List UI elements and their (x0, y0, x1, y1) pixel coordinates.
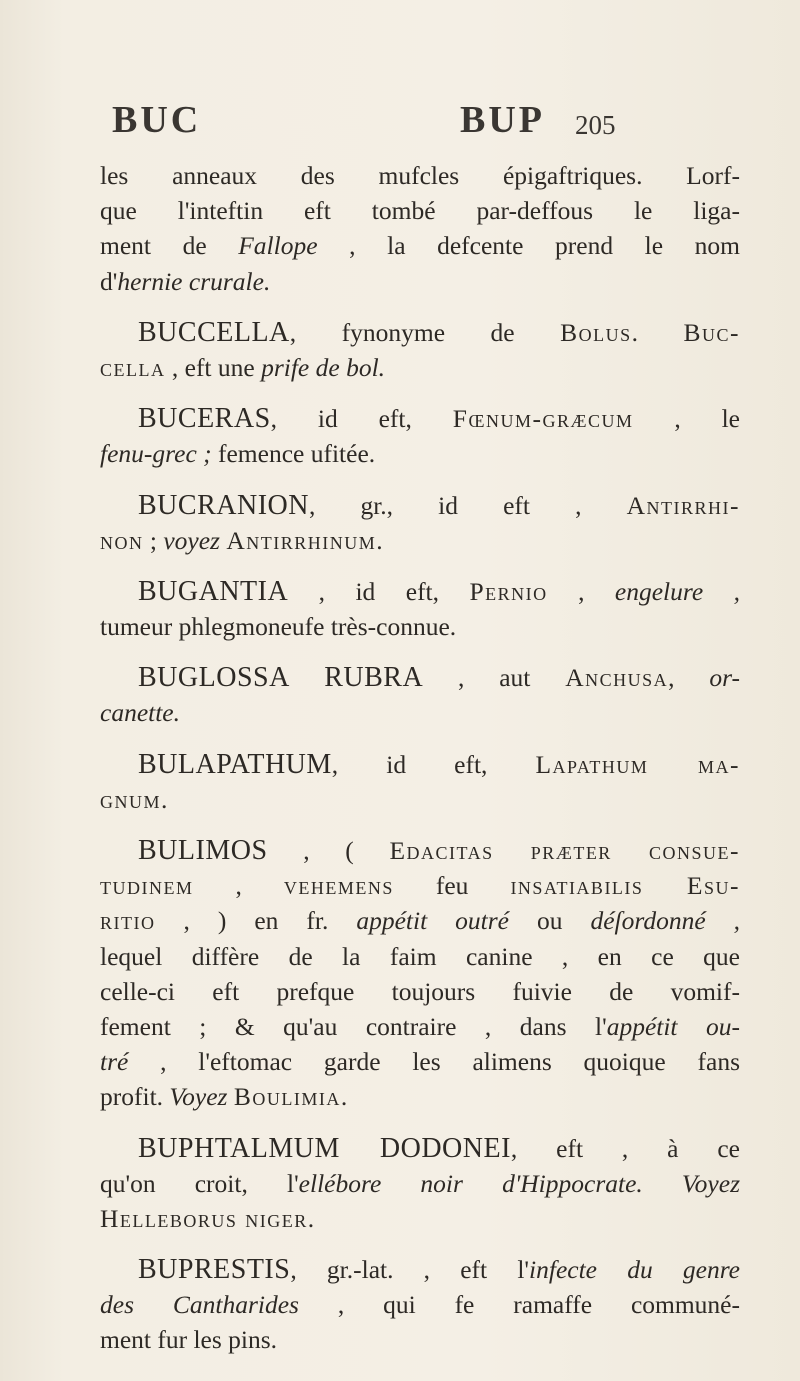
text-line (100, 1166, 740, 1201)
text-run: , (193, 871, 284, 901)
text-line (100, 350, 740, 385)
text-run: , la defcente prend le nom (317, 231, 740, 261)
headword: BUCRANION (138, 489, 309, 521)
text-run: appétit ou- (606, 1011, 740, 1041)
headword: BUCCELLA (138, 316, 290, 348)
text-run: , eft , à ce (510, 1133, 740, 1163)
text-run: Anchusa (565, 663, 669, 693)
text-run: Antirrhinum. (226, 525, 385, 555)
text-run: engelure , (614, 576, 741, 606)
text-run: , ( (267, 836, 390, 865)
text-line (100, 1287, 740, 1322)
entry-bulimos (100, 833, 740, 1115)
headword: BUGANTIA (138, 575, 289, 607)
text-line (100, 939, 740, 974)
text-line (100, 1079, 740, 1114)
text-line (100, 903, 740, 938)
text-line (100, 1322, 740, 1357)
entry-gap (100, 644, 740, 660)
entry-gap (100, 385, 740, 401)
text-run: femence ufitée. (211, 439, 376, 469)
text-run: , ) en fr. (155, 906, 357, 936)
text-run: , gr.-lat. , eft l' (290, 1255, 530, 1285)
entry-gap (100, 472, 740, 488)
text-run: fenu-grec ; (100, 439, 212, 469)
entry-bugantia (100, 574, 740, 644)
text-run: vehemens (283, 871, 394, 901)
header-right-guide-word: BUP (460, 99, 545, 141)
entry-buprestis (100, 1252, 740, 1358)
text-line (100, 1044, 740, 1079)
text-run: Buc- (683, 317, 741, 347)
entry-gap (100, 1236, 740, 1252)
text-run: qu'on croit, l' (100, 1168, 299, 1198)
text-run: infecte du genre (529, 1255, 741, 1285)
text-run: . (631, 317, 684, 347)
headword: BUPRESTIS (138, 1254, 291, 1286)
text-run: profit. (100, 1082, 170, 1112)
text-line (100, 1252, 740, 1287)
entry-gap (100, 558, 740, 574)
text-run: , fynonyme de (289, 317, 561, 347)
text-run: , aut (423, 663, 566, 693)
text-run: Voyez (169, 1082, 228, 1112)
text-run: ellébore noir d'Hippocrate. Voyez (298, 1168, 740, 1198)
entry-buglossa (100, 660, 740, 730)
text-run: insatiabilis Esu- (510, 871, 741, 901)
text-run: les anneaux des mufcles épigaftriques. Lorf- (100, 161, 740, 190)
page-number: 205 (575, 110, 616, 140)
text-line (100, 264, 740, 299)
text-line (100, 436, 740, 471)
headword: BULIMOS (138, 835, 268, 866)
text-run: déſordonné , (590, 906, 741, 936)
text-line (100, 695, 740, 730)
entry-gap (100, 817, 740, 833)
text-run: Lapathum ma- (535, 749, 740, 779)
running-header (0, 90, 800, 150)
text-run: , eft une (165, 352, 262, 382)
text-run: , id eft, (270, 404, 453, 434)
text-run: or- (709, 663, 740, 693)
text-run: que l'inteftin eft tombé par-deffous le liga- (100, 196, 740, 226)
text-line (100, 609, 740, 644)
entry-bucranion (100, 488, 740, 558)
text-line (100, 747, 740, 782)
text-line (100, 868, 740, 903)
text-run: non (100, 525, 144, 555)
entry-buceras (100, 401, 740, 471)
entry-cont (100, 158, 740, 299)
entry-gap (100, 299, 740, 315)
headword: BUGLOSSA RUBRA (138, 662, 424, 694)
text-run: celle-ci eft prefque toujours fuivie de vomif- (100, 976, 740, 1006)
text-run: tré (100, 1047, 129, 1077)
headword: BULAPATHUM (138, 748, 332, 780)
text-run: voyez (163, 525, 220, 555)
text-line (100, 1131, 740, 1166)
dictionary-text (100, 158, 740, 1358)
text-run: feu (393, 871, 511, 901)
text-run: lequel diffère de la faim canine , en ce que (100, 941, 740, 971)
text-line (100, 401, 740, 436)
text-line (100, 193, 740, 228)
text-run: Helleborus niger. (100, 1203, 316, 1233)
entry-buccella (100, 315, 740, 385)
entry-buphtalmum (100, 1131, 740, 1237)
text-run: ; (143, 525, 164, 555)
headword: BUCERAS (138, 403, 271, 435)
text-run: Boulimia. (233, 1082, 349, 1112)
text-line (100, 974, 740, 1009)
text-run: tudinem (100, 871, 194, 901)
text-line (100, 833, 740, 868)
text-line (100, 574, 740, 609)
entry-bulapathum (100, 747, 740, 817)
text-run: , gr., id eft , (308, 490, 627, 520)
text-run: , (547, 576, 615, 606)
text-run: , qui fe ramaffe communé- (298, 1290, 740, 1320)
text-run: fement ; & qu'au contraire , dans l' (100, 1011, 607, 1041)
text-run: ment fur les pins. (100, 1325, 278, 1355)
text-run: appétit outré (356, 906, 509, 936)
text-run: canette. (100, 698, 180, 728)
entry-gap (100, 731, 740, 747)
text-run: Pernio (469, 576, 548, 606)
text-run: ritio (100, 906, 156, 936)
text-run: Fœnum-græcum (452, 404, 634, 434)
text-line (100, 158, 740, 193)
text-run: , id eft, (288, 576, 470, 606)
text-line (100, 488, 740, 523)
text-run: , l'eftomac garde les alimens quoique fans (128, 1047, 740, 1077)
text-line (100, 315, 740, 350)
text-run: prife de bol. (261, 352, 386, 382)
text-run: d' (100, 266, 118, 296)
text-run: cella (100, 352, 166, 382)
text-line (100, 1009, 740, 1044)
headword: BUPHTALMUM DODONEI (138, 1132, 511, 1164)
text-run: , le (633, 404, 740, 434)
text-line (100, 1201, 740, 1236)
text-run: , (668, 663, 710, 693)
text-run: hernie crurale. (117, 266, 271, 296)
text-run: Antirrhi- (626, 490, 740, 520)
text-run: tumeur phlegmoneufe très-connue. (100, 612, 457, 642)
text-run: des Cantharides (100, 1290, 299, 1320)
header-left-guide-word: BUC (112, 99, 202, 141)
text-run: ment de (100, 231, 239, 261)
entry-gap (100, 1115, 740, 1131)
text-line (100, 782, 740, 817)
text-line (100, 660, 740, 695)
text-run: Bolus (560, 317, 632, 347)
text-run: , id eft, (331, 749, 536, 779)
text-run: Edacitas præter consue- (389, 836, 741, 865)
text-run: Fallope (238, 231, 318, 261)
text-line (100, 228, 740, 263)
text-run: ou (508, 906, 591, 936)
text-run: gnum. (100, 784, 169, 814)
text-line (100, 523, 740, 558)
